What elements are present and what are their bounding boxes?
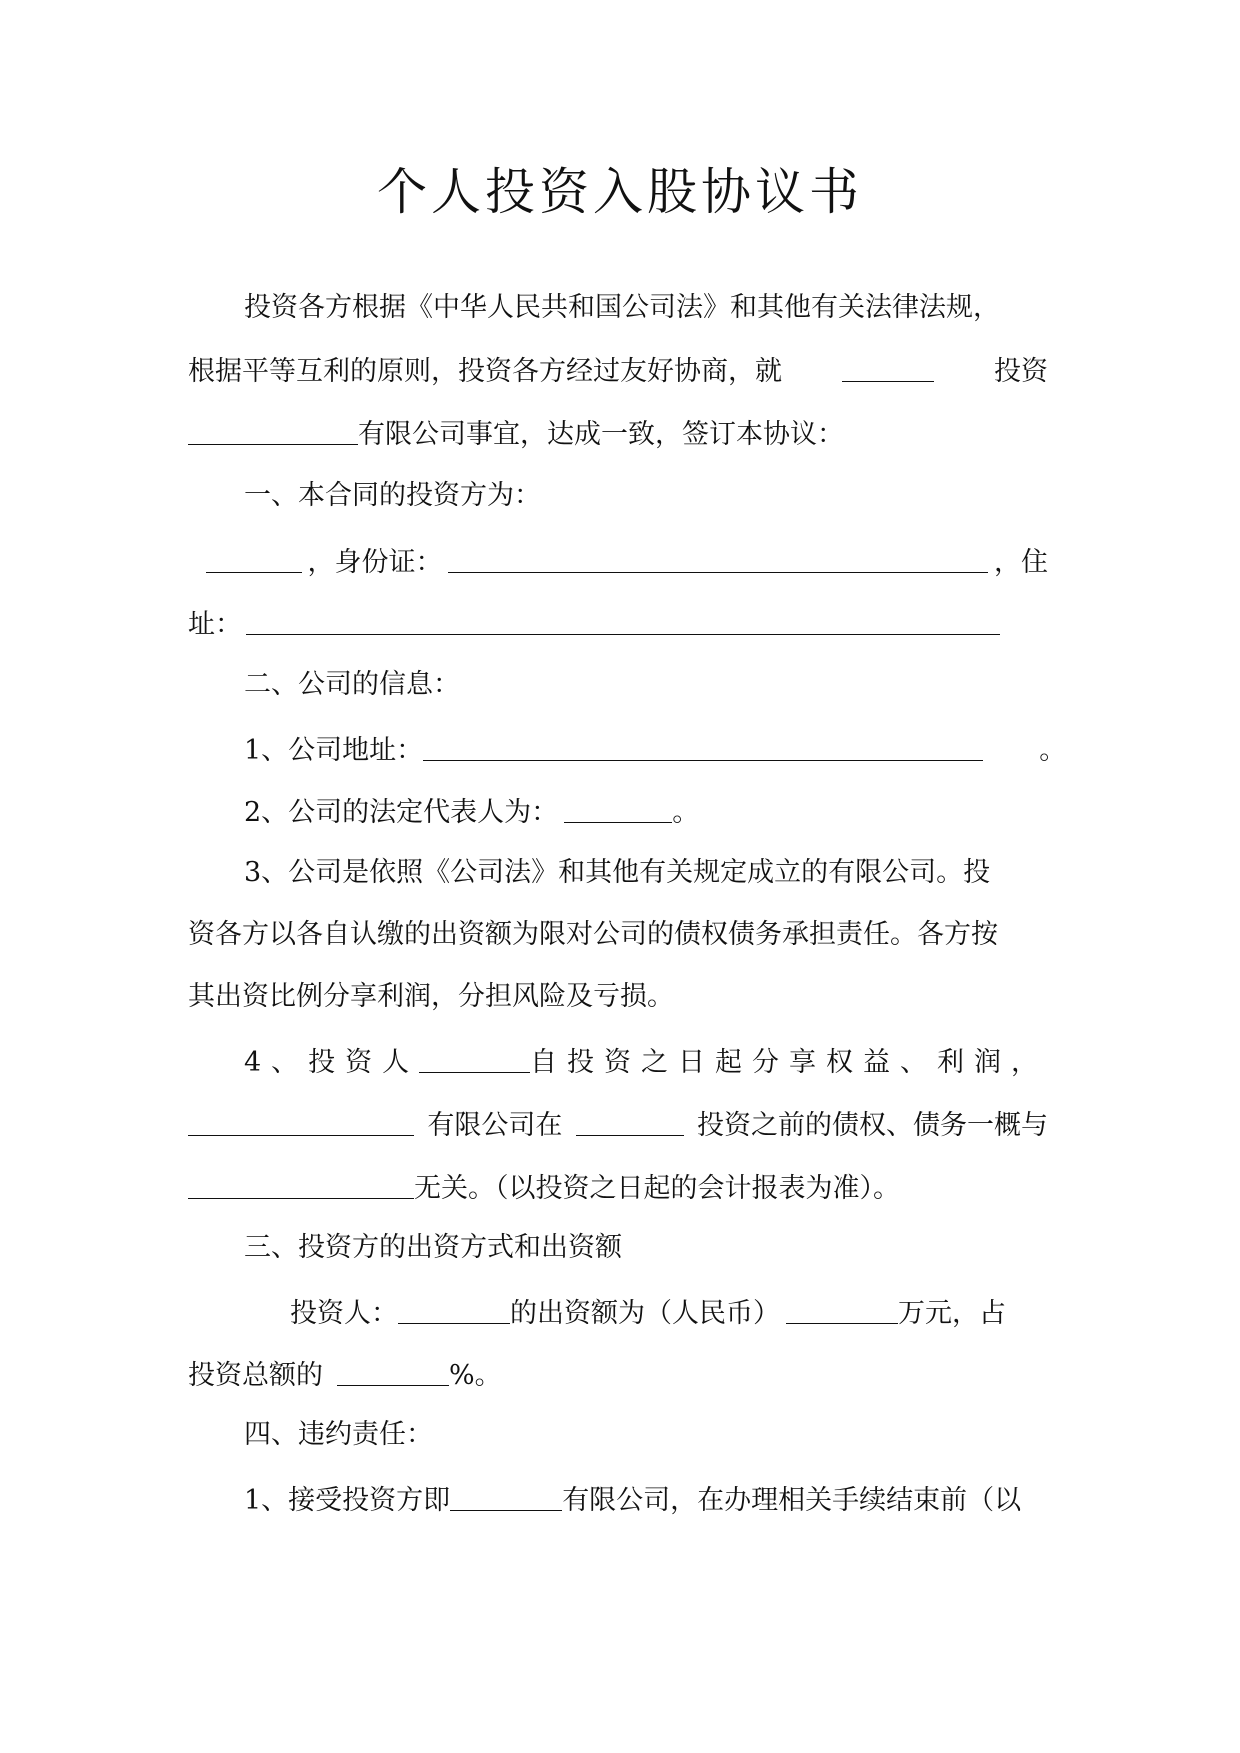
company-address-end: 。: [1039, 735, 1067, 766]
legal-rep-end: 。: [672, 797, 700, 828]
item4-text-b: 自投资之日起分享权益、利润，: [530, 1047, 1048, 1078]
contribution-amount-blank: [786, 1293, 898, 1324]
item4-line-3: [188, 1166, 900, 1209]
preamble-text-2b: 投资: [994, 356, 1048, 387]
item4-date-blank: [576, 1105, 684, 1136]
legal-rep-blank: [564, 792, 672, 823]
project-blank: [842, 351, 934, 382]
share-percent-end: %。: [449, 1360, 502, 1391]
section-4-heading: 四、违约责任：: [244, 1419, 433, 1450]
company-address-line: [244, 728, 1066, 771]
item3-line-1: 3、公司是依照《公司法》和其他有关规定成立的有限公司。投: [244, 857, 991, 888]
contribution-investor-blank: [398, 1293, 510, 1324]
contribution-label: 投资人：: [290, 1298, 398, 1329]
share-percent-blank: [337, 1355, 449, 1386]
item4-party-blank: [188, 1168, 414, 1199]
investor-address-line: [188, 602, 1000, 645]
preamble-line-2: [188, 349, 1048, 392]
address-prefix: ，住: [994, 547, 1048, 578]
item4-text-c: 有限公司在: [427, 1110, 563, 1141]
preamble-text-2a: 根据平等互利的原则，投资各方经过友好协商，就: [188, 356, 782, 387]
section-2-heading: 二、公司的信息：: [244, 669, 460, 700]
item4-text-a: 4、投资人: [244, 1047, 420, 1078]
company-address-label: 1、公司地址：: [244, 735, 424, 766]
investor-id-line: [188, 540, 1048, 583]
share-label: 投资总额的: [188, 1360, 323, 1391]
id-label: ，身份证：: [307, 547, 443, 578]
preamble-text-1: 投资各方根据《中华人民共和国公司法》和其他有关法律法规，: [244, 292, 1000, 323]
contribution-text-c: 万元，占: [898, 1298, 1006, 1329]
item4-line-2: [188, 1103, 1048, 1146]
item4-text-d: 投资之前的债权、债务一概与: [696, 1110, 1048, 1141]
item4-company-blank: [188, 1105, 414, 1136]
investor-name-blank: [206, 542, 302, 573]
investor-blank: [419, 1042, 530, 1073]
legal-rep-label: 2、公司的法定代表人为：: [244, 797, 559, 828]
company-name-blank: [188, 414, 358, 445]
company-address-blank: [423, 730, 983, 761]
section-1-heading: 一、本合同的投资方为：: [244, 480, 541, 511]
legal-rep-line: [244, 790, 699, 833]
contribution-text-b: 的出资额为（人民币）: [510, 1298, 780, 1329]
item3-line-3: 其出资比例分享利润，分担风险及亏损。: [188, 981, 674, 1012]
breach-text-b: 有限公司，在办理相关手续结束前（以: [562, 1485, 1022, 1516]
preamble-text-3: 有限公司事宜，达成一致，签订本协议：: [358, 419, 844, 450]
preamble-line-3: [188, 412, 844, 455]
preamble-line-1: [244, 288, 1072, 328]
breach-text-a: 1、接受投资方即: [244, 1485, 451, 1516]
item4-line-1: [244, 1040, 1048, 1083]
contribution-line-1: [290, 1291, 1006, 1334]
document-title: 个人投资入股协议书: [377, 163, 863, 221]
item3-line-2: 资各方以各自认缴的出资额为限对公司的债权债务承担责任。各方按: [188, 919, 998, 950]
breach-company-blank: [450, 1480, 562, 1511]
contribution-line-2: [188, 1353, 502, 1396]
address-label: 址：: [188, 609, 242, 640]
address-blank: [246, 604, 1000, 635]
item4-text-e: 无关。（以投资之日起的会计报表为准）。: [414, 1173, 900, 1204]
id-number-blank: [448, 542, 988, 573]
section-3-heading: 三、投资方的出资方式和出资额: [244, 1232, 622, 1263]
breach-item-1: [244, 1478, 1021, 1521]
